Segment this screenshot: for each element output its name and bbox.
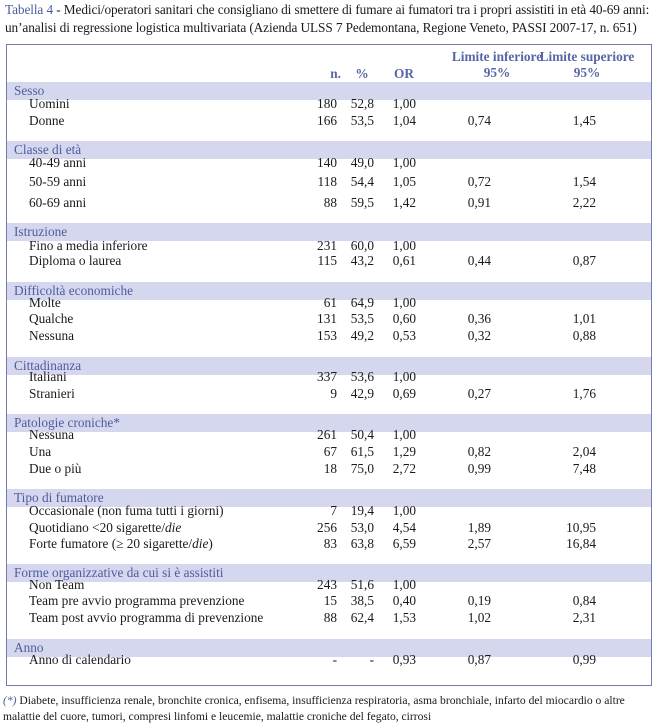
cell-or: 6,59 bbox=[392, 536, 416, 551]
row-label: Team post avvio programma di prevenzione bbox=[29, 610, 264, 625]
cell-upper: 2,22 bbox=[572, 195, 596, 210]
row-label: Occasionale (non fuma tutti i giorni) bbox=[29, 503, 224, 518]
row-label: Forte fumatore (≥ 20 sigarette/die) bbox=[29, 536, 213, 551]
section-header: Anno bbox=[7, 639, 651, 657]
table-row bbox=[7, 520, 651, 536]
cell-n: 131 bbox=[317, 311, 337, 326]
table-row bbox=[7, 311, 651, 327]
cell-pct: 53,5 bbox=[350, 311, 374, 326]
cell-upper: 1,45 bbox=[572, 113, 596, 128]
cell-or: 1,00 bbox=[392, 155, 416, 170]
cell-pct: 49,0 bbox=[350, 155, 374, 170]
row-label: Quotidiano <20 sigarette/die bbox=[29, 520, 182, 535]
cell-n: 61 bbox=[323, 295, 337, 310]
cell-n: 67 bbox=[323, 444, 337, 459]
cell-lower: 0,74 bbox=[467, 113, 491, 128]
cell-upper: 16,84 bbox=[566, 536, 596, 551]
cell-lower: 1,02 bbox=[467, 610, 491, 625]
cell-upper: 2,04 bbox=[572, 444, 596, 459]
cell-or: 0,53 bbox=[392, 328, 416, 343]
footnote-text: Diabete, insufficienza renale, bronchite cronica, enfisema, insufficienza respiratoria, asma bronchiale, infarto del miocardio o altre malattie del cuore, tumori, compresi linfomi e leucemie, malattie croniche del fegato, cirrosi bbox=[3, 694, 625, 723]
cell-lower: 2,57 bbox=[467, 536, 491, 551]
section-header: Classe di età bbox=[7, 141, 651, 159]
row-label: Anno di calendario bbox=[29, 652, 131, 667]
table-row bbox=[7, 444, 651, 460]
footnote bbox=[3, 693, 659, 725]
header-or: OR bbox=[394, 66, 414, 81]
table-row bbox=[7, 610, 651, 626]
cell-or: 0,60 bbox=[392, 311, 416, 326]
cell-lower: 0,99 bbox=[467, 461, 491, 476]
cell-or: 1,05 bbox=[392, 174, 416, 189]
header-upper-limit bbox=[531, 49, 643, 81]
table-number: Tabella 4 bbox=[5, 2, 54, 17]
cell-or: 4,54 bbox=[392, 520, 416, 535]
section-header: Patologie croniche* bbox=[7, 414, 651, 432]
cell-pct: 19,4 bbox=[350, 503, 374, 518]
table-row bbox=[7, 369, 651, 385]
cell-lower: 1,89 bbox=[467, 520, 491, 535]
cell-or: 1,00 bbox=[392, 96, 416, 111]
cell-lower: 0,44 bbox=[467, 253, 491, 268]
cell-pct: 62,4 bbox=[350, 610, 374, 625]
table-row bbox=[7, 295, 651, 311]
cell-pct: 53,6 bbox=[350, 369, 374, 384]
table-row bbox=[7, 96, 651, 112]
table-row bbox=[7, 174, 651, 190]
cell-n: 243 bbox=[317, 577, 337, 592]
cell-pct: 75,0 bbox=[350, 461, 374, 476]
cell-n: 140 bbox=[317, 155, 337, 170]
cell-or: 1,53 bbox=[392, 610, 416, 625]
cell-or: 1,00 bbox=[392, 503, 416, 518]
cell-pct: 51,6 bbox=[350, 577, 374, 592]
table-row bbox=[7, 386, 651, 402]
cell-pct: 49,2 bbox=[350, 328, 374, 343]
cell-or: 0,40 bbox=[392, 593, 416, 608]
table-row bbox=[7, 113, 651, 129]
row-label: Team pre avvio programma prevenzione bbox=[29, 593, 245, 608]
table-row bbox=[7, 503, 651, 519]
cell-or: 1,42 bbox=[392, 195, 416, 210]
cell-lower: 0,27 bbox=[467, 386, 491, 401]
cell-upper: 0,87 bbox=[572, 253, 596, 268]
cell-or: 1,00 bbox=[392, 427, 416, 442]
cell-or: 1,00 bbox=[392, 577, 416, 592]
cell-or: 1,00 bbox=[392, 295, 416, 310]
row-label: Nessuna bbox=[29, 427, 75, 442]
cell-lower: 0,82 bbox=[467, 444, 491, 459]
cell-pct: 38,5 bbox=[350, 593, 374, 608]
row-label: Molte bbox=[29, 295, 61, 310]
cell-n: 9 bbox=[330, 386, 337, 401]
cell-lower: 0,32 bbox=[467, 328, 491, 343]
header-upper-limit-line2: 95% bbox=[573, 65, 601, 80]
cell-or: 0,93 bbox=[392, 652, 416, 667]
table-row bbox=[7, 593, 651, 609]
row-label: Qualche bbox=[29, 311, 74, 326]
cell-upper: 0,99 bbox=[572, 652, 596, 667]
table-caption bbox=[5, 1, 659, 37]
cell-n: 115 bbox=[317, 253, 337, 268]
section-header: Forme organizzative da cui si è assistiti bbox=[7, 564, 651, 582]
cell-pct: 43,2 bbox=[350, 253, 374, 268]
cell-or: 1,00 bbox=[392, 238, 416, 253]
cell-pct: 52,8 bbox=[350, 96, 374, 111]
cell-n: 7 bbox=[330, 503, 337, 518]
cell-lower: 0,72 bbox=[467, 174, 491, 189]
row-label: Nessuna bbox=[29, 328, 75, 343]
row-label: 40-49 anni bbox=[29, 155, 87, 170]
table-row bbox=[7, 195, 651, 211]
table-row bbox=[7, 652, 651, 668]
cell-pct: - bbox=[369, 652, 374, 667]
cell-pct: 64,9 bbox=[350, 295, 374, 310]
section-header: Difficoltà economiche bbox=[7, 282, 651, 300]
cell-n: 18 bbox=[323, 461, 337, 476]
section-header: Sesso bbox=[7, 82, 651, 100]
cell-n: 83 bbox=[323, 536, 337, 551]
cell-or: 1,04 bbox=[392, 113, 416, 128]
cell-pct: 53,0 bbox=[350, 520, 374, 535]
header-upper-limit-line1: Limite superiore bbox=[539, 49, 635, 64]
cell-upper: 0,84 bbox=[572, 593, 596, 608]
row-label: Uomini bbox=[29, 96, 70, 111]
table-row bbox=[7, 238, 651, 254]
cell-or: 0,61 bbox=[392, 253, 416, 268]
cell-n: - bbox=[332, 652, 337, 667]
cell-pct: 42,9 bbox=[350, 386, 374, 401]
cell-n: 231 bbox=[317, 238, 337, 253]
row-label: Non Team bbox=[29, 577, 85, 592]
cell-pct: 53,5 bbox=[350, 113, 374, 128]
table-row bbox=[7, 328, 651, 344]
section-header: Istruzione bbox=[7, 223, 651, 241]
cell-upper: 1,01 bbox=[572, 311, 596, 326]
table-row bbox=[7, 253, 651, 269]
cell-upper: 10,95 bbox=[566, 520, 596, 535]
table-row bbox=[7, 536, 651, 552]
row-label: 50-59 anni bbox=[29, 174, 87, 189]
row-label: Italiani bbox=[29, 369, 67, 384]
cell-n: 261 bbox=[317, 427, 337, 442]
cell-upper: 0,88 bbox=[572, 328, 596, 343]
table-row bbox=[7, 155, 651, 171]
footnote-marker: (*) bbox=[3, 694, 17, 707]
cell-n: 337 bbox=[317, 369, 337, 384]
cell-or: 1,00 bbox=[392, 369, 416, 384]
table-row bbox=[7, 577, 651, 593]
cell-n: 118 bbox=[317, 174, 337, 189]
cell-n: 88 bbox=[323, 610, 337, 625]
cell-or: 0,69 bbox=[392, 386, 416, 401]
cell-pct: 63,8 bbox=[350, 536, 374, 551]
table-row bbox=[7, 427, 651, 443]
cell-pct: 60,0 bbox=[350, 238, 374, 253]
header-n: n. bbox=[330, 66, 341, 81]
cell-upper: 7,48 bbox=[572, 461, 596, 476]
header-lower-limit-line1: Limite inferiore bbox=[451, 49, 543, 64]
header-pct: % bbox=[355, 66, 369, 81]
cell-n: 15 bbox=[323, 593, 337, 608]
cell-upper: 1,54 bbox=[572, 174, 596, 189]
cell-pct: 59,5 bbox=[350, 195, 374, 210]
results-table bbox=[6, 44, 652, 686]
cell-n: 256 bbox=[317, 520, 337, 535]
cell-lower: 0,91 bbox=[467, 195, 491, 210]
cell-n: 180 bbox=[317, 96, 337, 111]
cell-lower: 0,87 bbox=[467, 652, 491, 667]
header-lower-limit-line2: 95% bbox=[483, 65, 511, 80]
cell-n: 88 bbox=[323, 195, 337, 210]
section-header: Cittadinanza bbox=[7, 357, 651, 375]
cell-upper: 2,31 bbox=[572, 610, 596, 625]
cell-lower: 0,19 bbox=[467, 593, 491, 608]
row-label: Fino a media inferiore bbox=[29, 238, 148, 253]
section-header: Tipo di fumatore bbox=[7, 489, 651, 507]
cell-or: 1,29 bbox=[392, 444, 416, 459]
cell-pct: 54,4 bbox=[350, 174, 374, 189]
row-label: Una bbox=[29, 444, 52, 459]
table-row bbox=[7, 461, 651, 477]
row-label: Due o più bbox=[29, 461, 82, 476]
cell-pct: 50,4 bbox=[350, 427, 374, 442]
row-label: Stranieri bbox=[29, 386, 75, 401]
cell-upper: 1,76 bbox=[572, 386, 596, 401]
cell-n: 166 bbox=[317, 113, 337, 128]
row-label: Donne bbox=[29, 113, 65, 128]
row-label: 60-69 anni bbox=[29, 195, 87, 210]
cell-lower: 0,36 bbox=[467, 311, 491, 326]
row-label: Diploma o laurea bbox=[29, 253, 122, 268]
cell-or: 2,72 bbox=[392, 461, 416, 476]
cell-pct: 61,5 bbox=[350, 444, 374, 459]
cell-n: 153 bbox=[317, 328, 337, 343]
caption-text: - Medici/operatori sanitari che consigliano di smettere di fumare ai fumatori tra i propri assistiti in età 40-69 anni: un’analisi di regressione logistica multivariata (Azienda ULSS 7 Pedemontana, Regione Veneto, PASSI 2007-17, n. 651) bbox=[5, 2, 650, 35]
